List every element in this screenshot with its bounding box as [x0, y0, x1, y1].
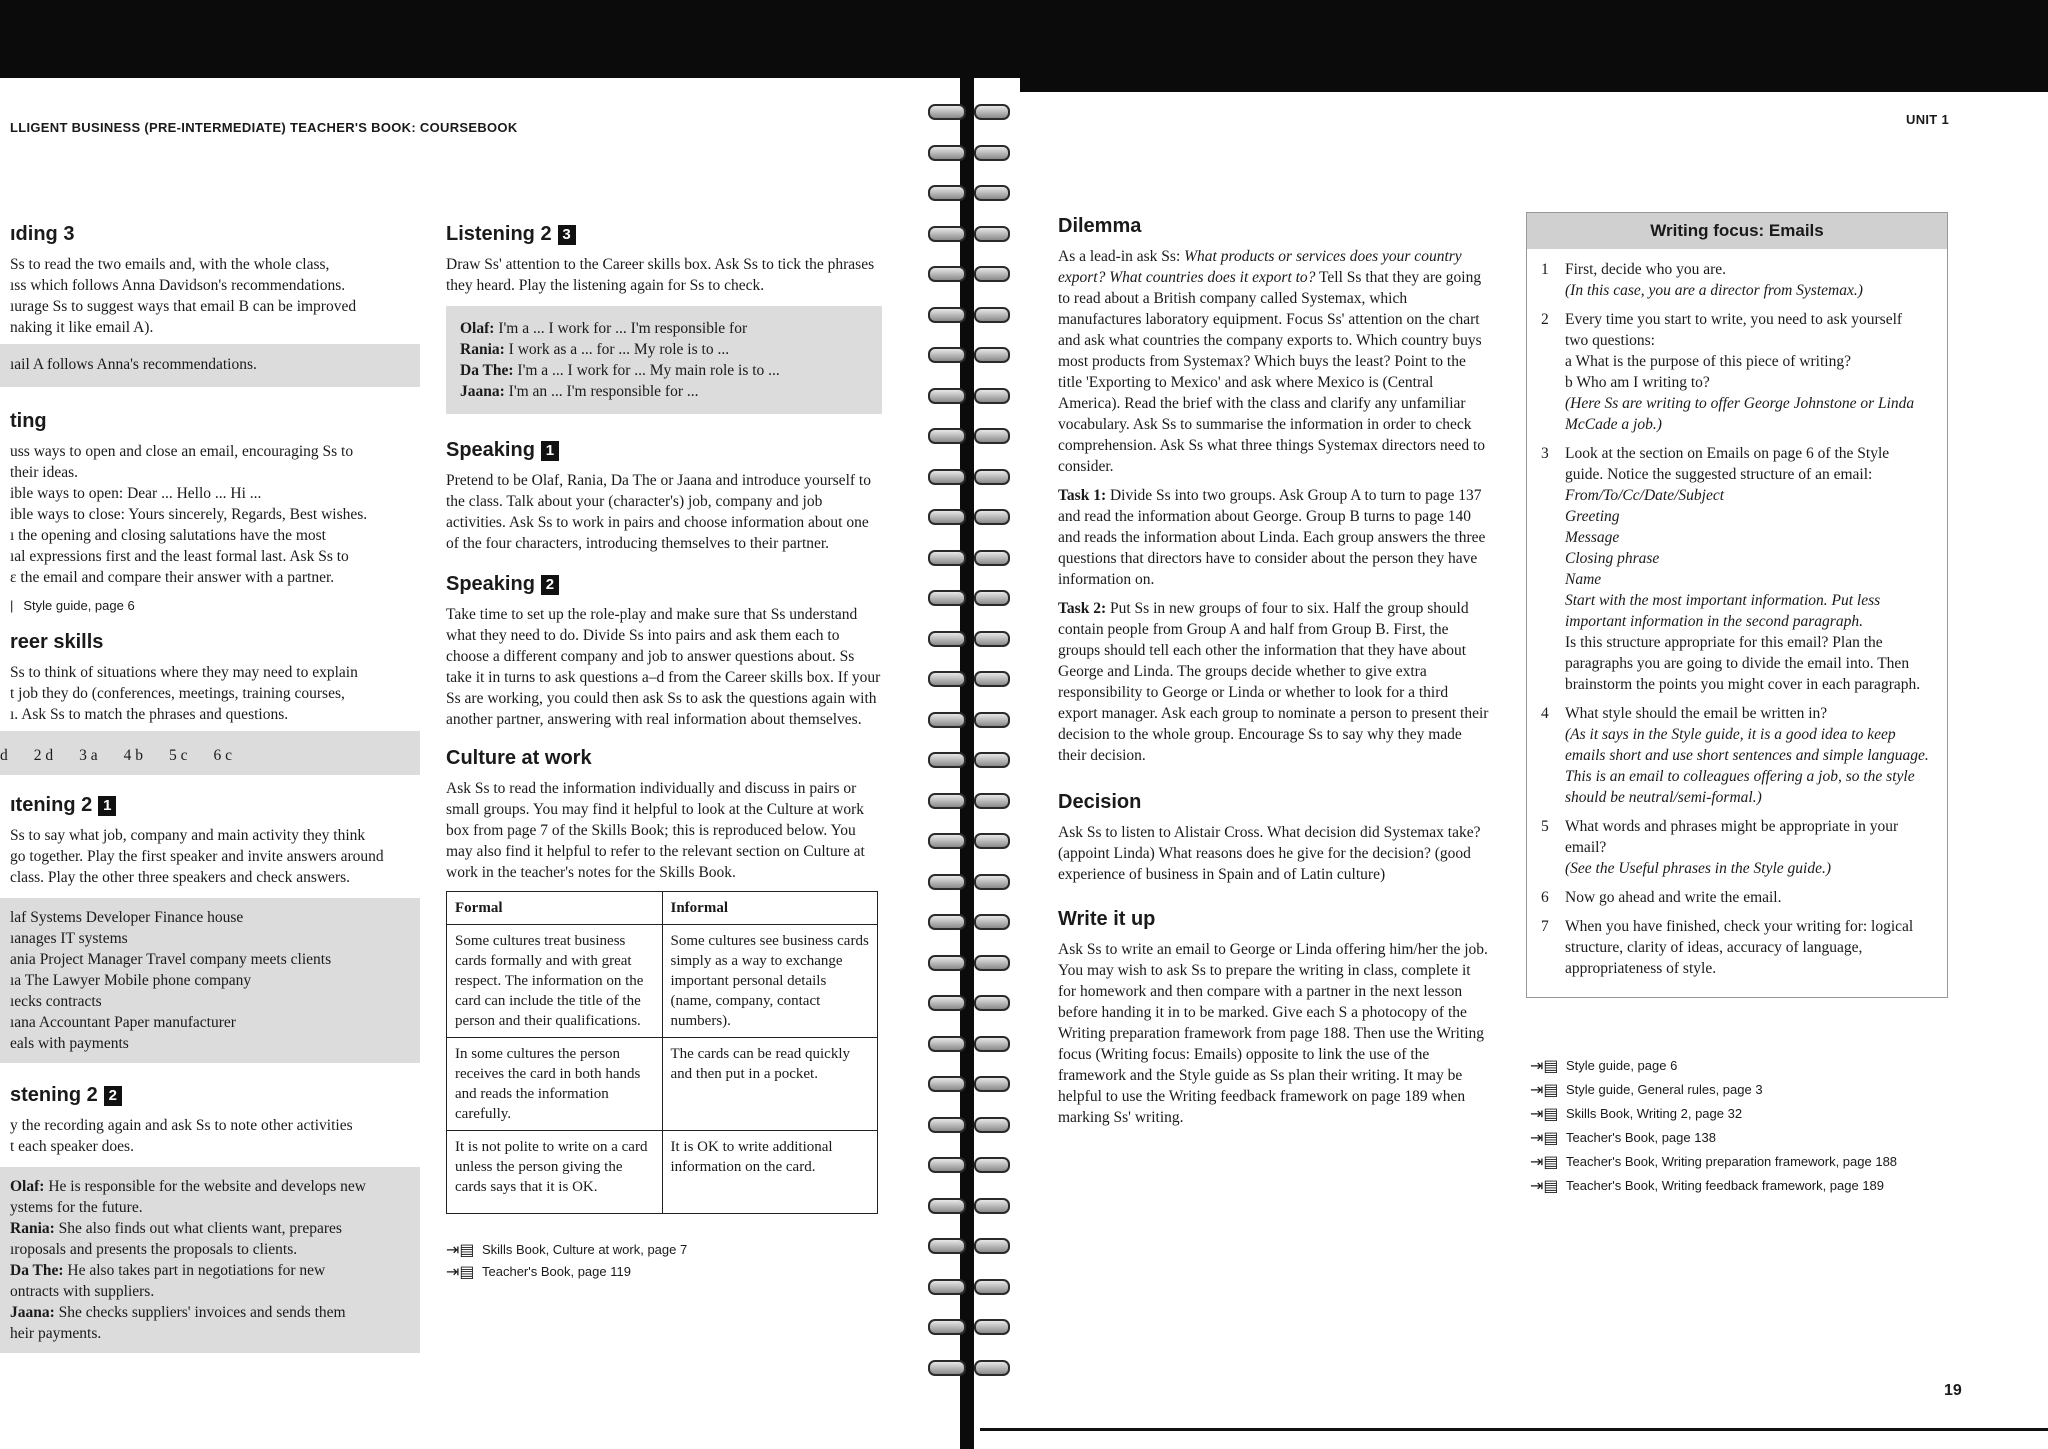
decision-text: Ask Ss to listen to Alistair Cross. What decision did Systemax take? (appoint Linda) What reasons does he give for the decision? (good experience of business in Spain and of Latin culture): [1058, 824, 1481, 883]
item-line: a What is the purpose of this piece of writing?: [1565, 353, 1851, 370]
answer-text: She also finds out what clients want, prepares: [54, 1220, 342, 1237]
answer-text: He also takes part in negotiations for new: [63, 1262, 326, 1279]
item-number: 6: [1541, 889, 1549, 906]
answer-line: ania Project Manager Travel company meets clients: [10, 951, 332, 968]
answer-text: I'm a ... I work for ... My main role is to ...: [513, 362, 780, 379]
writing-focus-list: [1527, 249, 1947, 997]
text-line: ible ways to close: Yours sincerely, Regards, Best wishes.: [10, 506, 368, 523]
spiral-coil: [928, 1234, 1008, 1256]
item-body: [1565, 259, 1863, 301]
spiral-binding: [928, 100, 1008, 1400]
right-column-1: [1058, 214, 1490, 1136]
book-reference-icon: ⇥▤: [446, 1262, 475, 1281]
answer-line: ıecks contracts: [10, 993, 102, 1010]
answer-text: I'm a ... I work for ... I'm responsible for: [494, 320, 748, 337]
item-line: From/To/Cc/Date/Subject: [1565, 487, 1725, 504]
career-skills-text: [10, 662, 420, 725]
table-cell: Some cultures see business cards simply as a way to exchange important personal details (name, company, contact numbers).: [662, 925, 878, 1038]
spiral-coil: [928, 1113, 1008, 1135]
spiral-coil: [928, 1275, 1008, 1297]
spiral-coil: [928, 1153, 1008, 1175]
answer-line: ıa The Lawyer Mobile phone company: [10, 972, 252, 989]
reference-text: Teacher's Book, page 119: [482, 1264, 631, 1279]
reference-text: Style guide, page 6: [1566, 1058, 1678, 1073]
speaking2-heading: [446, 572, 882, 596]
listening1-text: [10, 825, 420, 888]
answer-line: laf Systems Developer Finance house: [10, 909, 244, 926]
text-line: Ss to think of situations where they may need to explain: [10, 664, 358, 681]
spiral-coil: [928, 1315, 1008, 1337]
spiral-coil: [928, 141, 1008, 163]
spiral-coil: [928, 384, 1008, 406]
list-item: [1541, 916, 1929, 979]
text-line: ıss which follows Anna Davidson's recommendations.: [10, 277, 346, 294]
text-line: uss ways to open and close an email, encouraging Ss to: [10, 443, 354, 460]
listening1-answers: [0, 898, 420, 1063]
answer-text: ystems for the future.: [10, 1199, 143, 1216]
item-body: [1565, 703, 1929, 808]
table-row: [447, 1131, 878, 1214]
table-row: [447, 1038, 878, 1131]
text-line: go together. Play the first speaker and invite answers around: [10, 848, 384, 865]
table-cell: In some cultures the person receives the card in both hands and reads the information carefully.: [447, 1038, 663, 1131]
answer-item: 5 c: [169, 747, 188, 764]
book-reference-icon: ⇥▤: [1530, 1056, 1559, 1075]
answer-line: [460, 381, 868, 402]
speaking1-heading: [446, 438, 882, 462]
item-number: 5: [1541, 818, 1549, 835]
item-line: Message: [1565, 529, 1620, 546]
book-reference-icon: ⇥▤: [1530, 1128, 1559, 1147]
spiral-coil: [928, 789, 1008, 811]
answer-item: 6 c: [213, 747, 233, 764]
answer-line: ıanages IT systems: [10, 930, 128, 947]
item-line: Start with the most important information. Put less important information in the second paragraph.: [1565, 592, 1881, 630]
answer-line: [10, 1323, 408, 1344]
answer-line: [10, 1197, 408, 1218]
writing-text: [10, 441, 420, 588]
reference-text: Style guide, page 6: [23, 598, 135, 613]
spiral-coil: [928, 546, 1008, 568]
reference-line: [1530, 1080, 1950, 1100]
answer-text: ontracts with suppliers.: [10, 1283, 155, 1300]
reference-text: Teacher's Book, Writing preparation framework, page 188: [1566, 1154, 1898, 1169]
answer-line: [10, 1176, 408, 1197]
page-bottom-edge: [980, 1428, 2048, 1431]
answer-item: 4 b: [123, 747, 144, 764]
listening2-3-title: Listening 2: [446, 223, 552, 245]
answer-item: 2 d: [33, 747, 54, 764]
item-line: Closing phrase: [1565, 550, 1660, 567]
text-line: Ss to say what job, company and main activity they think: [10, 827, 366, 844]
spiral-coil: [928, 991, 1008, 1013]
spiral-coil: [928, 1356, 1008, 1378]
reading3-answer: ıail A follows Anna's recommendations.: [0, 344, 420, 387]
listening2-3-answers: [446, 306, 882, 414]
task-label: Task 1:: [1058, 487, 1107, 504]
spiral-coil: [928, 627, 1008, 649]
task-text: Divide Ss into two groups. Ask Group A to turn to page 137 and read the information about George. Group B turns to page 140 and reads the information about Linda. Each group answers the three questions that directors have to consider about the person they have information on.: [1058, 487, 1486, 588]
answer-text: I'm an ... I'm responsible for ...: [504, 383, 699, 400]
item-line: Every time you start to write, you need to ask yourself two questions:: [1565, 311, 1903, 349]
spiral-coil: [928, 505, 1008, 527]
table-cell: It is OK to write additional information on the card.: [662, 1131, 878, 1214]
text-line: ɛ the email and compare their answer with a partner.: [10, 569, 335, 586]
list-item: [1541, 887, 1929, 908]
reference-line: [1530, 1056, 1950, 1076]
text-line: naking it like email A).: [10, 319, 154, 336]
list-item: [1541, 703, 1929, 808]
listening2-3-heading: [446, 222, 882, 246]
answer-item: d: [0, 747, 8, 764]
answer-line: [460, 360, 868, 381]
item-number: 3: [1541, 445, 1549, 462]
item-line: (Here Ss are writing to offer George Johnstone or Linda McCade a job.): [1565, 395, 1915, 433]
answer-line: ıana Accountant Paper manufacturer: [10, 1014, 236, 1031]
culture-table: [446, 891, 878, 1214]
text-line: their ideas.: [10, 464, 79, 481]
answer-text: I work as a ... for ... My role is to ...: [504, 341, 730, 358]
career-skills-answers: [0, 731, 420, 775]
culture-at-work-text: Ask Ss to read the information individually and discuss in pairs or small groups. You may find it helpful to look at the Culture at work box from page 7 of the Skills Book; this is reproduced below. You may also find it helpful to refer to the relevant section on Culture at work in the teacher's notes for the Skills Book.: [446, 780, 865, 881]
item-number: 7: [1541, 918, 1549, 935]
table-cell: It is not polite to write on a card unless the person giving the cards says that it is OK.: [447, 1131, 663, 1214]
answer-text: She checks suppliers' invoices and sends them: [54, 1304, 346, 1321]
listening2-heading: [10, 1083, 420, 1107]
text-line: y the recording again and ask Ss to note other activities: [10, 1117, 353, 1134]
reference-line: [1530, 1176, 1950, 1196]
spiral-coil: [928, 1072, 1008, 1094]
scan-top-border: [0, 0, 2048, 78]
text-line: ı. Ask Ss to match the phrases and questions.: [10, 706, 289, 723]
table-header: Informal: [662, 892, 878, 925]
answer-line: [10, 1281, 408, 1302]
answer-item: 3 a: [79, 747, 98, 764]
task2-text: [1058, 598, 1490, 766]
spiral-coil: [928, 424, 1008, 446]
answer-line: eals with payments: [10, 1035, 129, 1052]
answer-text: He is responsible for the website and develops new: [44, 1178, 366, 1195]
text-line: ıal expressions first and the least formal last. Ask Ss to: [10, 548, 349, 565]
reference-text: Skills Book, Culture at work, page 7: [482, 1242, 688, 1257]
reading3-text: [10, 254, 420, 338]
writing-reference: [10, 596, 420, 616]
reference-text: Teacher's Book, Writing feedback framework, page 189: [1566, 1178, 1885, 1193]
reference-text: Teacher's Book, page 138: [1566, 1130, 1716, 1145]
reference-line: [446, 1240, 882, 1260]
exercise-number-badge: 1: [98, 796, 116, 816]
listening2-answers: [0, 1167, 420, 1353]
answer-line: [10, 1260, 408, 1281]
item-body: [1565, 309, 1929, 435]
exercise-number-badge: 2: [104, 1086, 122, 1106]
culture-at-work-title: Culture at work: [446, 747, 592, 769]
reference-line: [446, 1262, 882, 1282]
decision-title: Decision: [1058, 791, 1142, 813]
exercise-number-badge: 2: [541, 575, 559, 595]
writing-title: ting: [10, 410, 47, 432]
speaking1-title: Speaking: [446, 439, 535, 461]
text-line: ı the opening and closing salutations have the most: [10, 527, 326, 544]
text-line: ıurage Ss to suggest ways that email B can be improved: [10, 298, 357, 315]
reference-text: Skills Book, Writing 2, page 32: [1566, 1106, 1743, 1121]
speaker-name: Da The:: [460, 362, 514, 379]
list-item: [1541, 259, 1929, 301]
spiral-coil: [928, 1194, 1008, 1216]
spiral-coil: [928, 586, 1008, 608]
item-line: Now go ahead and write the email.: [1565, 889, 1782, 906]
item-line: When you have finished, check your writing for: logical structure, clarity of ideas, accuracy of language, appropriateness of style.: [1565, 918, 1914, 977]
item-body: [1565, 816, 1929, 879]
text-line: ible ways to open: Dear ... Hello ... Hi ...: [10, 485, 262, 502]
speaker-name: Olaf:: [10, 1178, 45, 1195]
item-line: (See the Useful phrases in the Style guide.): [1565, 860, 1832, 877]
reference-line: [1530, 1128, 1950, 1148]
answer-line: [10, 1302, 408, 1323]
task-text: Put Ss in new groups of four to six. Half the group should contain people from Group A and half from Group B. First, the groups should tell each other the information that they have about George and Linda. The groups decide whether to give extra responsibility to George or Linda or whether to look for a third export manager. Ask each group to nominate a person to present their decision to the whole group. Encourage Ss to say why they made their decision.: [1058, 600, 1489, 764]
answer-line: [10, 1239, 408, 1260]
item-line: First, decide who you are.: [1565, 261, 1726, 278]
reference-text: Style guide, General rules, page 3: [1566, 1082, 1763, 1097]
ref-bar-icon: |: [10, 598, 14, 613]
item-number: 2: [1541, 311, 1549, 328]
dilemma-title: Dilemma: [1058, 215, 1142, 237]
culture-references: [446, 1240, 882, 1282]
listening1-heading: [10, 793, 420, 817]
left-running-header: LLIGENT BUSINESS (PRE-INTERMEDIATE) TEACHER'S BOOK: COURSEBOOK: [10, 120, 518, 135]
list-item: [1541, 443, 1929, 695]
item-line: b Who am I writing to?: [1565, 374, 1710, 391]
spiral-coil: [928, 100, 1008, 122]
spiral-coil: [928, 1032, 1008, 1054]
speaker-name: Rania:: [10, 1220, 55, 1237]
text-line: Ss to read the two emails and, with the whole class,: [10, 256, 330, 273]
item-body: [1565, 916, 1929, 979]
dilemma-intro: [1058, 246, 1490, 477]
scan-top-border-right: [1020, 78, 2048, 92]
spiral-coil: [928, 951, 1008, 973]
exercise-number-badge: 3: [558, 225, 576, 245]
item-body: [1565, 443, 1929, 695]
table-header: Formal: [447, 892, 663, 925]
item-line: Greeting: [1565, 508, 1620, 525]
left-column-1: [0, 222, 420, 1365]
spiral-coil: [928, 829, 1008, 851]
listening2-title: stening 2: [10, 1084, 98, 1106]
text-line: class. Play the other three speakers and check answers.: [10, 869, 351, 886]
speaker-name: Olaf:: [460, 320, 495, 337]
answer-text: ıroposals and presents the proposals to clients.: [10, 1241, 298, 1258]
spiral-coil: [928, 748, 1008, 770]
spiral-coil: [928, 465, 1008, 487]
reading3-title: ıding 3: [10, 223, 75, 245]
intro-question: What products or services does your country export? What countries does it export to?: [1058, 248, 1462, 286]
answer-line: [10, 1218, 408, 1239]
table-row: [447, 925, 878, 1038]
book-reference-icon: ⇥▤: [1530, 1176, 1559, 1195]
page-number: 19: [1944, 1382, 1962, 1399]
spiral-coil: [928, 667, 1008, 689]
item-number: 4: [1541, 705, 1549, 722]
speaker-name: Jaana:: [10, 1304, 55, 1321]
text-line: t job they do (conferences, meetings, training courses,: [10, 685, 345, 702]
text-line: t each speaker does.: [10, 1138, 134, 1155]
item-line: What style should the email be written in?: [1565, 705, 1828, 722]
item-body: [1565, 887, 1782, 908]
spiral-coil: [928, 910, 1008, 932]
exercise-number-badge: 1: [541, 441, 559, 461]
listening2-text: [10, 1115, 420, 1157]
answer-line: [460, 339, 868, 360]
career-skills-title: reer skills: [10, 631, 104, 653]
list-item: [1541, 816, 1929, 879]
speaking2-text: Take time to set up the role-play and make sure that Ss understand what they need to do. Divide Ss into pairs and ask them each to choose a different company and job to answer questions about. Ss take it in turns to ask questions a–d from the Career skills box. If your Ss are working, you could then ask Ss to ask the questions again with another partner, answering with real information about themselves.: [446, 606, 881, 728]
listening2-3-text: Draw Ss' attention to the Career skills box. Ask Ss to tick the phrases they heard. Play the listening again for Ss to check.: [446, 256, 875, 294]
item-number: 1: [1541, 261, 1549, 278]
item-line: Is this structure appropriate for this email? Plan the paragraphs you are going to divide the email into. Then brainstorm the points you might cover in each paragraph.: [1565, 634, 1921, 693]
answer-text: heir payments.: [10, 1325, 102, 1342]
task1-text: [1058, 485, 1490, 590]
table-cell: The cards can be read quickly and then put in a pocket.: [662, 1038, 878, 1131]
item-line: Name: [1565, 571, 1602, 588]
right-references: [1530, 1052, 1950, 1200]
book-reference-icon: ⇥▤: [1530, 1152, 1559, 1171]
speaking1-text: Pretend to be Olaf, Rania, Da The or Jaana and introduce yourself to the class. Talk about your (character's) job, company and job activities. Ask Ss to work in pairs and choose information about one of the four characters, introducing themselves to their partner.: [446, 472, 871, 552]
task-label: Task 2:: [1058, 600, 1107, 617]
reference-line: [1530, 1104, 1950, 1124]
listening1-title: ıtening 2: [10, 794, 93, 816]
speaking2-title: Speaking: [446, 573, 535, 595]
write-it-up-text: Ask Ss to write an email to George or Linda offering him/her the job. You may wish to ask Ss to prepare the writing in class, complete it for homework and then compare with a partner in the next lesson before handing it in to be marked. Give each S a photocopy of the Writing preparation framework from page 188. Then use the Writing focus (Writing focus: Emails) opposite to link the use of the framework and the Style guide as Ss plan their writing. It may be helpful to use the Writing feedback framework on page 189 when marking Ss' writing.: [1058, 941, 1488, 1126]
spiral-coil: [928, 222, 1008, 244]
book-reference-icon: ⇥▤: [446, 1240, 475, 1259]
book-reference-icon: ⇥▤: [1530, 1080, 1559, 1099]
writing-focus-box: [1526, 212, 1948, 998]
write-it-up-title: Write it up: [1058, 908, 1156, 930]
speaker-name: Jaana:: [460, 383, 505, 400]
item-line: Look at the section on Emails on page 6 of the Style guide. Notice the suggested structure of an email:: [1565, 445, 1890, 483]
item-line: (As it says in the Style guide, it is a good idea to keep emails short and use short sentences and simple language. This is an email to colleagues offering a job, so the style should be neutral/semi-formal.): [1565, 726, 1929, 806]
right-running-header: UNIT 1: [1906, 112, 1949, 127]
spiral-coil: [928, 262, 1008, 284]
book-reference-icon: ⇥▤: [1530, 1104, 1559, 1123]
item-line: (In this case, you are a director from Systemax.): [1565, 282, 1863, 299]
spiral-coil: [928, 343, 1008, 365]
intro-text: As a lead-in ask Ss:: [1058, 248, 1185, 265]
reference-line: [1530, 1152, 1950, 1172]
left-column-2: [446, 222, 882, 1284]
spiral-coil: [928, 181, 1008, 203]
answer-line: [460, 318, 868, 339]
table-cell: Some cultures treat business cards formally and with great respect. The information on the card can include the title of the person and their qualifications.: [447, 925, 663, 1038]
spiral-coil: [928, 303, 1008, 325]
table-header-row: [447, 892, 878, 925]
spiral-coil: [928, 870, 1008, 892]
list-item: [1541, 309, 1929, 435]
intro-text: Tell Ss that they are going to read about a British company called Systemax, which manufactures laboratory equipment. Focus Ss' attention on the chart and ask what countries the company exports to. Which country buys most products from Systemax? Which buys the least? Point to the title 'Exporting to Mexico' and ask where Mexico is (Central America). Read the brief with the class and clarify any unfamiliar vocabulary. Ask Ss to summarise the information in order to check comprehension. Ask Ss what three things Systemax directors need to consider.: [1058, 269, 1486, 475]
speaker-name: Rania:: [460, 341, 505, 358]
spiral-coil: [928, 708, 1008, 730]
item-line: What words and phrases might be appropriate in your email?: [1565, 818, 1899, 856]
speaker-name: Da The:: [10, 1262, 64, 1279]
writing-focus-title: Writing focus: Emails: [1527, 213, 1947, 249]
